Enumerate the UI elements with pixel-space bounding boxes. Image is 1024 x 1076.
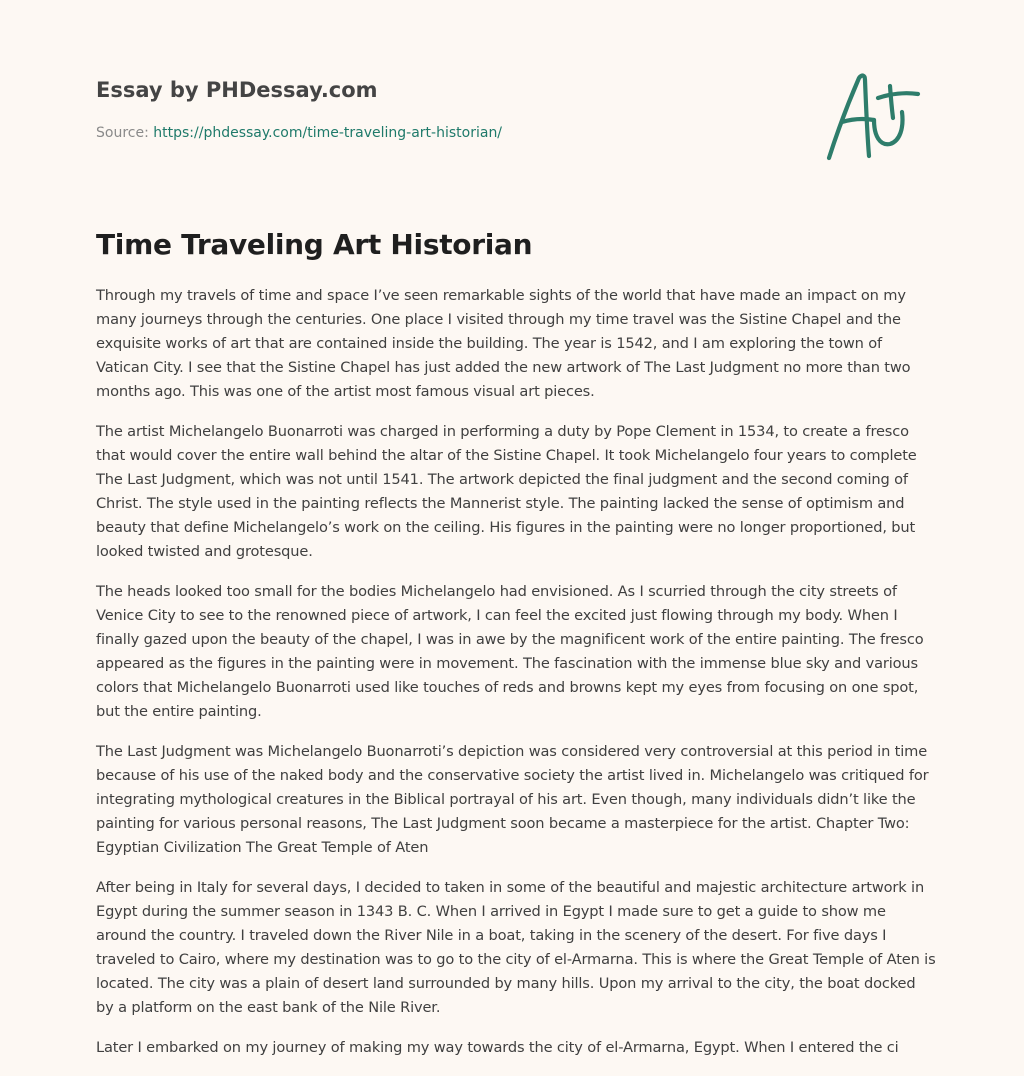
paragraph: The Last Judgment was Michelangelo Buonarroti’s depiction was considered very controversial at this period in time because of his use of the naked body and the conservative society the artist lived in. Michelangelo was critiqued for integrating mythological creatures in the Biblical portrayal of his art. Even though, many individuals didn’t like the painting for various personal reasons, The Last Judgment soon became a masterpiece for the artist. Chapter Two: Egyptian Civilization The Great Temple of Aten [96,743,929,856]
paragraph: Later I embarked on my journey of making my way towards the city of el-Armarna, Egypt. When I entered the ci [96,1039,899,1056]
site-brand: Essay by PHDessay.com [96,78,378,102]
source-line [96,123,502,143]
a-plus-logo-icon [820,66,930,166]
page-title: Time Traveling Art Historian [96,228,533,261]
source-label: Source: [96,125,154,141]
paragraph: After being in Italy for several days, I decided to taken in some of the beautiful and majestic architecture artwork in Egypt during the summer season in 1343 B. C. When I arrived in Egypt I made sure to get a guide to show me around the country. I traveled down the River Nile in a boat, taking in the scenery of the desert. For five days I traveled to Cairo, where my destination was to go to the city of el-Armarna. This is where the Great Temple of Aten is located. The city was a plain of desert land surrounded by many hills. Upon my arrival to the city, the boat docked by a platform on the east bank of the Nile River. [96,879,936,1016]
essay-body [96,284,936,1076]
source-link[interactable]: https://phdessay.com/time-traveling-art-historian/ [153,125,503,141]
paragraph: The artist Michelangelo Buonarroti was charged in performing a duty by Pope Clement in 1534, to create a fresco that would cover the entire wall behind the altar of the Sistine Chapel. It took Michelangelo four years to complete The Last Judgment, which was not until 1541. The artwork depicted the final judgment and the second coming of Christ. The style used in the painting reflects the Mannerist style. The painting lacked the sense of optimism and beauty that define Michelangelo’s work on the ceiling. His figures in the painting were no longer proportioned, but looked twisted and grotesque. [96,423,917,560]
paragraph: The heads looked too small for the bodies Michelangelo had envisioned. As I scurried through the city streets of Venice City to see to the renowned piece of artwork, I can feel the excited just flowing through my body. When I finally gazed upon the beauty of the chapel, I was in awe by the magnificent work of the entire painting. The fresco appeared as the figures in the painting were in movement. The fascination with the immense blue sky and various colors that Michelangelo Buonarroti used like touches of reds and browns kept my eyes from focusing on one spot, but the entire painting. [96,583,924,720]
paragraph: Through my travels of time and space I’ve seen remarkable sights of the world that have made an impact on my many journeys through the centuries. One place I visited through my time travel was the Sistine Chapel and the exquisite works of art that are contained inside the building. The year is 1542, and I am exploring the town of Vatican City. I see that the Sistine Chapel has just added the new artwork of The Last Judgment no more than two months ago. This was one of the artist most famous visual art pieces. [96,287,911,400]
